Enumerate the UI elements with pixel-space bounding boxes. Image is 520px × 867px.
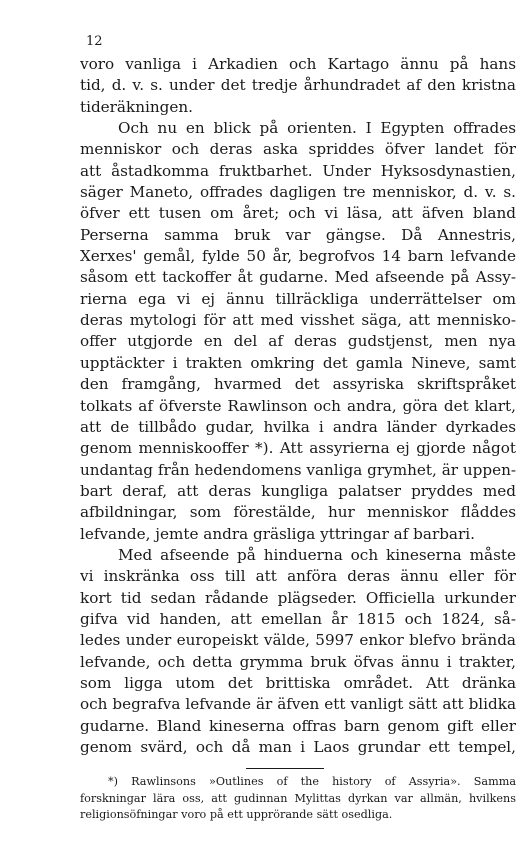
footnote-line: forskningar lära oss, att gudinnan Mylittas dyrkan var allmän, hvilkens xyxy=(80,791,516,805)
text-line: tid, d. v. s. under det tredje århundradet af den kristna xyxy=(80,76,516,95)
footnotes xyxy=(80,774,516,824)
text-line: Med afseende på hinduerna och kineserna måste xyxy=(118,545,516,564)
body-text xyxy=(80,54,516,758)
text-line: lefvande, och detta grymma bruk öfvas ännu i trakter, xyxy=(80,652,516,671)
text-line: genom menniskooffer *). Att assyrierna ej gjorde något xyxy=(80,439,516,458)
text-line: voro vanliga i Arkadien och Kartago ännu på hans xyxy=(80,55,516,73)
text-line: rierna ega vi ej ännu tillräckliga underrättelser om xyxy=(80,289,516,308)
text-line: offer utgjorde en del af deras gudstjenst, men nya xyxy=(80,332,516,351)
footnote-divider xyxy=(246,768,324,769)
text-line: och begrafva lefvande är äfven ett vanligt sätt att blidka xyxy=(80,695,516,714)
text-line: undantag från hedendomens vanliga grymhet, är uppen- xyxy=(80,460,516,479)
text-line: vi inskränka oss till att anföra deras ännu eller för xyxy=(80,567,516,586)
footnote-line: religionsöfningar voro på ett upprörande sätt osedliga. xyxy=(80,808,393,821)
text-line: den framgång, hvarmed det assyriska skriftspråket xyxy=(80,375,516,394)
text-line: Xerxes' gemål, fylde 50 år, begrofvos 14 barn lefvande xyxy=(80,247,516,266)
text-line: deras mytologi för att med visshet säga, att mennisko- xyxy=(80,311,516,330)
text-line: kort tid sedan rådande plägseder. Officiella urkunder xyxy=(80,588,516,607)
footnote-line: *) Rawlinsons »Outlines of the history of Assyria». Samma xyxy=(108,775,516,788)
text-line: Perserna samma bruk var gängse. Då Annestris, xyxy=(80,225,516,244)
text-line: lefvande, jemte andra gräsliga yttringar af barbari. xyxy=(80,524,475,543)
text-line: upptäckter i trakten omkring det gamla Nineve, samt xyxy=(80,353,516,372)
text-line: genom svärd, och då man i Laos grundar ett tempel, xyxy=(80,738,516,756)
text-line: menniskor och deras aska spriddes öfver landet för xyxy=(80,140,516,159)
text-line: afbildningar, som förestälde, hur menniskor flåddes xyxy=(80,503,516,522)
text-line: tolkats af öfverste Rawlinson och andra, göra det klart, xyxy=(80,396,516,415)
text-line: att de tillbådo gudar, hvilka i andra länder dyrkades xyxy=(80,417,516,436)
text-line: öfver ett tusen om året; och vi läsa, att äfven bland xyxy=(80,204,516,223)
text-line: bart deraf, att deras kungliga palatser pryddes med xyxy=(80,481,516,500)
text-line: gifva vid handen, att emellan år 1815 och 1824, så- xyxy=(80,609,516,628)
text-line: som ligga utom det brittiska området. Att dränka xyxy=(80,673,516,692)
page-number: 12 xyxy=(86,34,103,49)
text-line: tideräkningen. xyxy=(80,97,193,116)
text-line: Och nu en blick på orienten. I Egypten offrades xyxy=(118,119,516,138)
text-line: såsom ett tackoffer åt gudarne. Med afseende på Assy- xyxy=(80,268,516,287)
text-line: säger Maneto, offrades dagligen tre menniskor, d. v. s. xyxy=(80,183,516,202)
text-line: gudarne. Bland kineserna offras barn genom gift eller xyxy=(80,716,516,735)
text-line: ledes under europeiskt välde, 5997 enkor blefvo brända xyxy=(80,631,516,650)
text-line: att åstadkomma fruktbarhet. Under Hyksosdynastien, xyxy=(80,161,516,180)
